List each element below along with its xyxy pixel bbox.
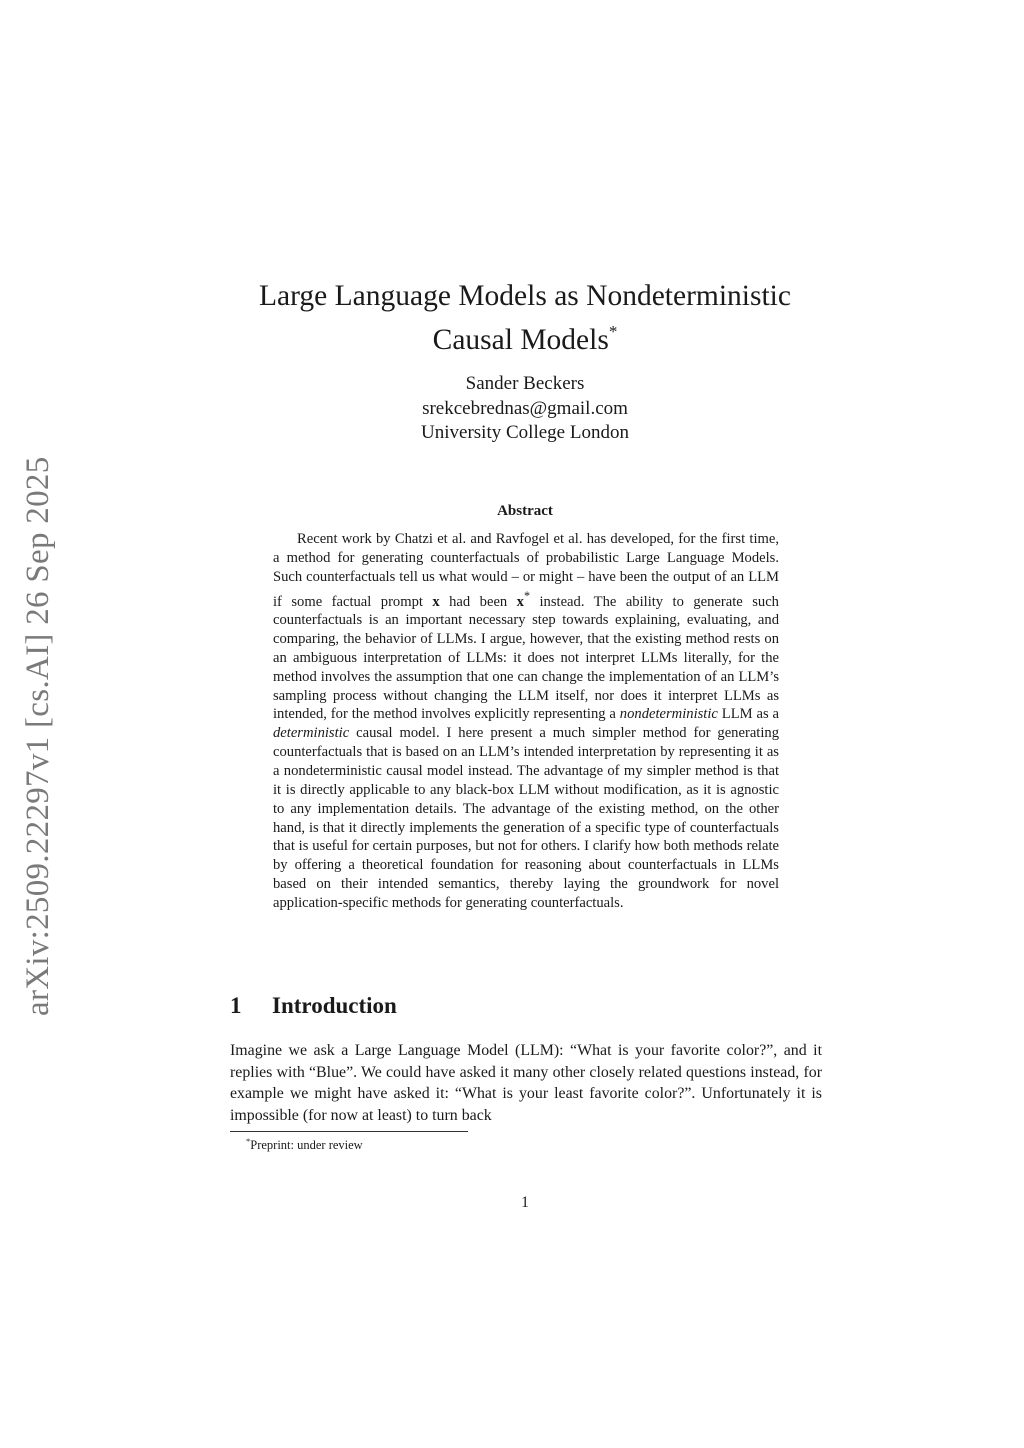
section-heading [230, 993, 397, 1019]
abstract-star: * [523, 588, 531, 603]
paper-title [160, 278, 890, 358]
abstract-emphasis-deterministic: deterministic [273, 725, 350, 742]
abstract-text-2: had been [439, 593, 517, 610]
author-name: Sander Beckers [465, 373, 585, 394]
author-email: srekcebrednas@gmail.com [422, 397, 628, 419]
section-title: Introduction [272, 993, 397, 1018]
author-affiliation: University College London [421, 422, 629, 443]
abstract-text-1: Recent work by Chatzi et al. and Ravfogel et al. has developed, for the first time, a method for generating counterfactuals of probabilistic Large Language Models. Such counterfactuals tell us what would – or might – have been the output of an LLM if some factual prompt [273, 531, 779, 610]
footnote-mark: * [246, 1136, 251, 1146]
title-footnote-mark: * [608, 322, 618, 341]
title-line-2-text: Causal Models [432, 324, 609, 356]
page-number: 1 [521, 1194, 529, 1211]
abstract-emphasis-nondeterministic: nondeterministic [619, 706, 718, 723]
abstract-text-3: instead. The ability to generate such counterfactuals is an important necessary step towards explaining, evaluating, and comparing, the behavior of LLMs. I argue, however, that the existing method rests on an ambiguous interpretation of LLMs: it does not interpret LLMs literally, for the method involves the assumption that one can change the implementation of an LLM’s sampling process without changing the LLM itself, nor does it interpret LLMs as intended, for the method involves explicitly representing a [273, 593, 779, 723]
author-block [260, 372, 790, 446]
arxiv-identifier-stamp: arXiv:2509.22297v1 [cs.AI] 26 Sep 2025 [20, 456, 56, 1016]
footnote [246, 1136, 363, 1153]
abstract-text-4: LLM as a [717, 706, 779, 723]
footnote-text: Preprint: under review [250, 1138, 363, 1152]
title-line-1: Large Language Models as Nondeterministic [259, 280, 791, 312]
abstract-heading: Abstract [497, 503, 553, 519]
abstract-text-5: causal model. I here present a much simpler method for generating counterfactuals that is based on an LLM’s intended interpretation by representing it as a nondeterministic causal model instead. The advantage of my simpler method is that it is directly applicable to any black-box LLM without modification, as it is agnostic to any implementation details. The advantage of the existing method, on the other hand, is that it directly implements the generation of a specific type of counterfactuals that is useful for certain purposes, but not for others. I clarify how both methods relate by offering a theoretical foundation for reasoning about counterfactuals in LLMs based on their intended semantics, thereby laying the groundwork for novel application-specific methods for generating counterfactuals. [273, 725, 779, 911]
introduction-paragraph: Imagine we ask a Large Language Model (LLM): “What is your favorite color?”, and it replies with “Blue”. We could have asked it many other closely related questions instead, for example we might have asked it: “What is your least favorite color?”. Unfortunately it is impossible (for now at least) to turn back [230, 1042, 822, 1124]
footnote-divider [230, 1131, 468, 1132]
abstract-text [273, 530, 779, 913]
abstract-symbol-x-star: x [516, 593, 524, 610]
abstract-symbol-x: x [432, 593, 440, 610]
section-number: 1 [230, 993, 242, 1018]
title-line-2 [160, 314, 890, 358]
